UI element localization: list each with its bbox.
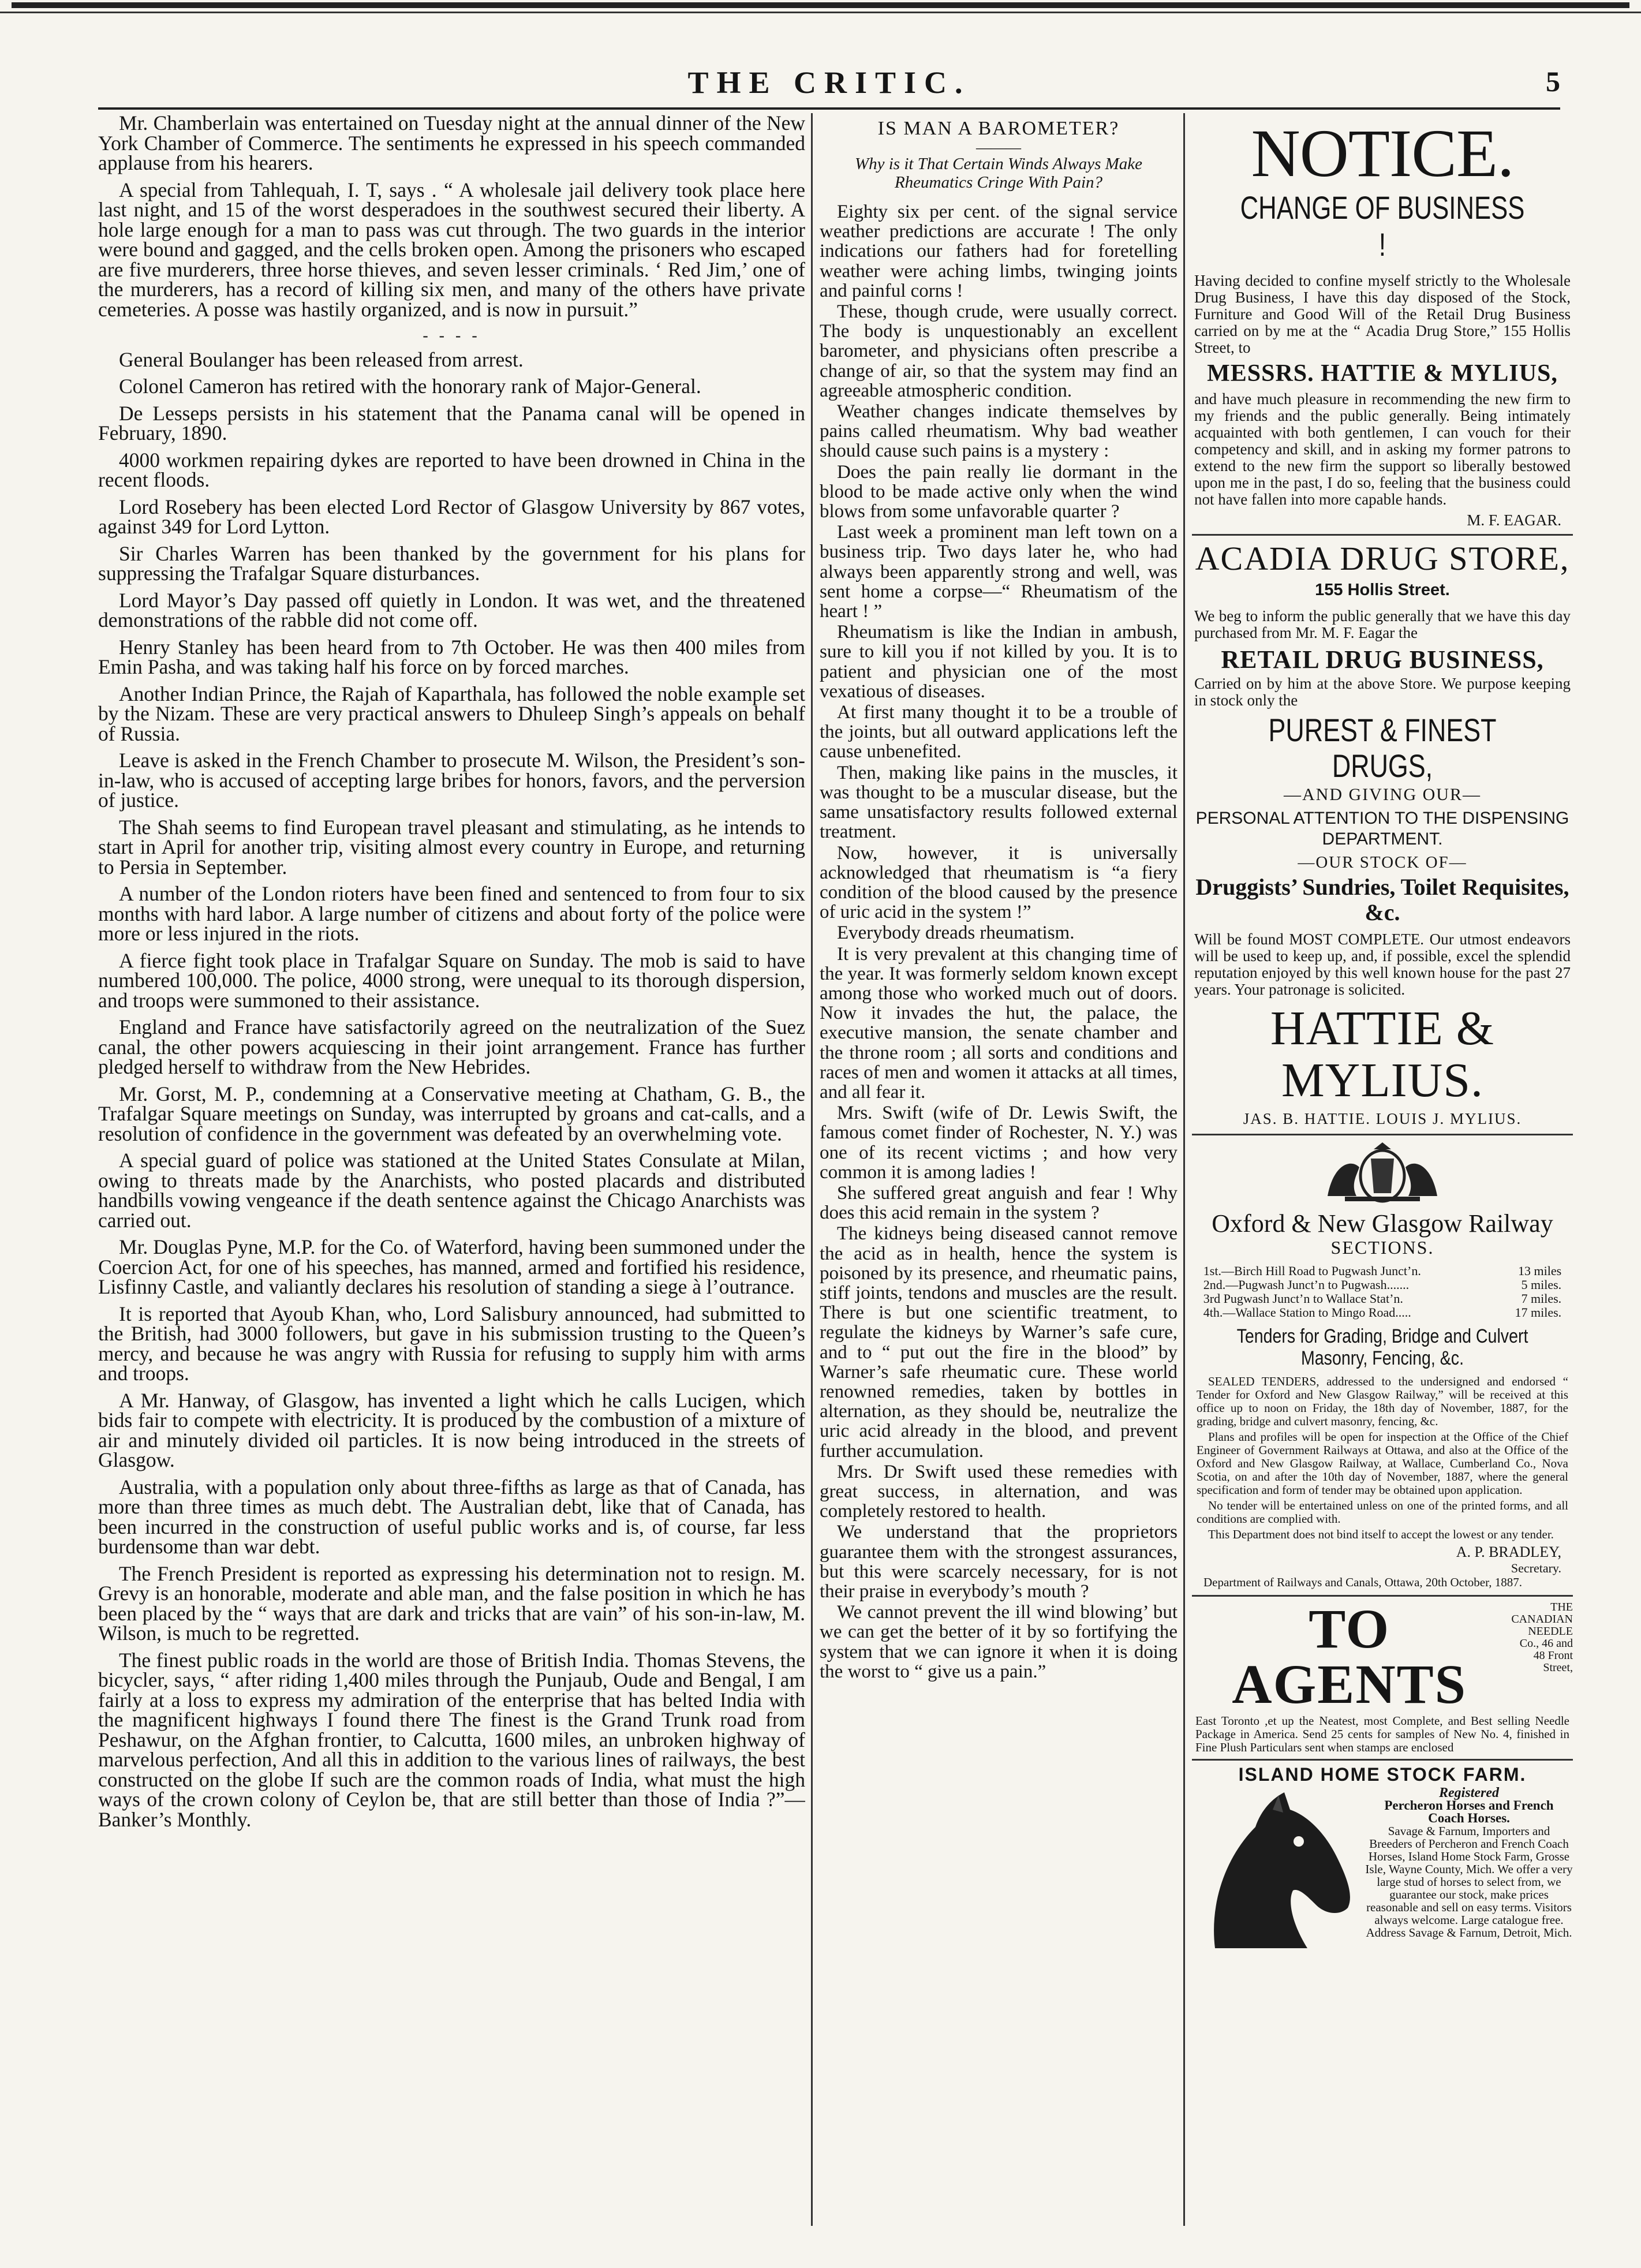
article-paragraph: We understand that the proprietors guarantee them with the strongest assurances, but this were scarcely necessary, for is not their praise in everybody’s mouth ?: [820, 1522, 1178, 1602]
news-item: A special from Tahlequah, I. T, says . “ A wholesale jail delivery took place here last night, and 15 of the worst desperadoes in the southwest secured their liberty. A hole large enough for a man to pass was cut through. The two guards in the interior were bound and gagged, and the cells broken open. Among the prisoners who escaped are five murderers, three horse thieves, and seven lesser criminals. ‘ Red Jim,’ one of the murderers, has a record of killing six men, and many of the others have private cemeteries. A posse was hastily organized, and is now in pursuit.”: [98, 178, 805, 321]
article-paragraph: Then, making like pains in the muscles, it was thought to be a muscular disease, but the same unsatisfactory results followed external treatment.: [820, 762, 1178, 843]
tender-secretary: Secretary.: [1511, 1561, 1561, 1575]
coat-of-arms-icon: [1310, 1141, 1455, 1205]
farm-breeds: Percheron Horses and French Coach Horses.: [1384, 1798, 1554, 1825]
section-row: [1203, 1306, 1561, 1320]
farm-title: ISLAND HOME STOCK FARM.: [1192, 1759, 1573, 1785]
article-paragraph: Mrs. Swift (wife of Dr. Lewis Swift, the famous comet finder of Rochester, N. Y.) was one of its recent victims ; and how very common it is among ladies !: [820, 1103, 1178, 1183]
article-heading: IS MAN A BAROMETER?: [877, 118, 1120, 139]
tender-text: Plans and profiles will be open for inspection at the Office of the Chief Engineer of Government Railways at Ottawa, and also at the Office of the Oxford and New Glasgow Railway, at Wallace, Cumberland Co., Nova Scotia, on and after the 10th day of November, 1887, where the general specification and form of tender may be obtained upon application.: [1197, 1430, 1568, 1497]
agents-company: THE CANADIAN NEEDLE Co., 46 and 48 Front Street,: [1511, 1601, 1573, 1674]
ad-divider: [1192, 1134, 1573, 1135]
article-paragraph: It is very prevalent at this changing time of the year. It was formerly seldom known except among those who worked much out of doors. Now it invades the hut, the palace, the executive mansion, the senate chamber and the throne room ; all sorts and conditions and races of men and women it attacks at all times, and all fear it.: [820, 943, 1178, 1103]
article-paragraph: Rheumatism is like the Indian in ambush, sure to kill you if not killed by you. It is to patient and physician one of the most vexatious of diseases.: [820, 622, 1178, 702]
section-label: 3rd Pugwash Junct’n to Wallace Stat’n.: [1203, 1291, 1403, 1306]
agents-title: TO AGENTS: [1232, 1598, 1467, 1715]
news-item: A fierce fight took place in Trafalgar Square on Sunday. The mob is said to have numbered 100,000. The police, 4000 strong, were unequal to its thorough dispersion, and troops were summoned to their assistance.: [98, 948, 805, 1012]
sections-label: SECTIONS.: [1330, 1237, 1434, 1258]
personal-attention: PERSONAL ATTENTION TO THE DISPENSING DEPARTMENT.: [1195, 809, 1569, 849]
store-intro: We beg to inform the public generally that we have this day purchased from Mr. M. F. Eagar the: [1194, 607, 1571, 641]
section-miles: 7 miles.: [1521, 1291, 1562, 1306]
news-item: England and France have satisfactorily agreed on the neutralization of the Suez canal, the other powers acquiescing in their joint arrangement. France has further pledged herself to withdraw from the New Hebrides.: [98, 1015, 805, 1078]
news-item: The French President is reported as expressing his determination not to resign. M. Grevy is an honorable, moderate and able man, and the false position in which he has been placed by the “ ways that are dark and tricks that are vain” of his son-in-law, M. Wilson, is much to be regretted.: [98, 1561, 805, 1645]
column-divider: [811, 113, 813, 2226]
firm-name: HATTIE & MYLIUS.: [1270, 1002, 1495, 1107]
article-paragraph: Now, however, it is universally acknowledged that rheumatism is “a fiery condition of the blood caused by the presence of uric acid in the system !”: [820, 842, 1178, 923]
notice-title: NOTICE.: [1251, 115, 1514, 191]
news-item: Sir Charles Warren has been thanked by the government for his plans for suppressing the Trafalgar Square disturbances.: [98, 541, 805, 585]
farm-body: Savage & Farnum, Importers and Breeders of Percheron and French Coach Horses, Island Home Stock Farm, Grosse Isle, Wayne County, Mich. We offer a very large stud of horses to select from, we guarantee our stock, make prices reasonable and sell on easy terms. Visitors always welcome. Large catalogue free. Address Savage & Farnum, Detroit, Mich.: [1365, 1824, 1573, 1940]
notice-firm: MESSRS. HATTIE & MYLIUS,: [1207, 360, 1558, 387]
article-paragraph: The kidneys being diseased cannot remove the acid as in health, hence the system is poisoned by its presence, and rheumatic pains, stiff joints, tendons and muscles are the result. There is but one scientific treatment, to regulate the kidneys by Warner’s safe cure, and to “ put out the fire in the blood” by Warner’s safe rheumatic cure. These world renowned remedies, taken by bottles in alternation, as they should be, neutralize the uric acid already in the blood, and prevent further accumulation.: [820, 1223, 1178, 1462]
giving-line: —AND GIVING OUR—: [1284, 785, 1481, 804]
news-item: A special guard of police was stationed at the United States Consulate at Milan, owing to threats made by the Anarchists, who posted placards and distributed handbills vowing vengeance if the death sentence against the Chicago Anarchists was carried out.: [98, 1149, 805, 1232]
news-item: Mr. Douglas Pyne, M.P. for the Co. of Waterford, having been summoned under the Coercion Act, for one of his speeches, has manned, armed and fortified his residence, Lisfinny Castle, and valiantly declares his resolution of standing a siege à l’outrance.: [98, 1235, 805, 1298]
tenders-heading: Tenders for Grading, Bridge and Culvert Masonry, Fencing, &c.: [1236, 1325, 1528, 1369]
article-paragraph: Eighty six per cent. of the signal service weather predictions are accurate ! The only indications our fathers had for foretelling weather were aching limbs, twinging joints and painful corns !: [820, 201, 1178, 301]
notice-body-2: and have much pleasure in recommending the new firm to my friends and the public generally. Being intimately acquainted with both gentlemen, I can vouch for their competency and skill, and in asking my former patrons to extend to the new firm the support so liberally bestowed upon me in the past, I do so, feeling that the business could not have fallen into more capable hands.: [1194, 390, 1571, 508]
store-address: 155 Hollis Street.: [1315, 581, 1450, 599]
section-label: 2nd.—Pugwash Junct’n to Pugwash.......: [1203, 1277, 1410, 1292]
section-label: 4th.—Wallace Station to Mingo Road.....: [1203, 1305, 1411, 1320]
notice-ad: [1192, 115, 1573, 529]
top-border-rule-thin: [0, 12, 1641, 13]
barometer-article-column: [820, 113, 1178, 2249]
stock-farm-ad: [1192, 1759, 1573, 1954]
tender-text: SEALED TENDERS, addressed to the undersigned and endorsed “ Tender for Oxford and New Glasgow Railway,” will be received at this office up to noon on Friday, the 18th day of November, 1887, for the grading, bridge and culvert masonry, fencing, &c.: [1197, 1374, 1568, 1428]
article-subheading: Why is it That Certain Winds Always Make Rheumatics Cringe With Pain?: [854, 155, 1143, 192]
tender-department: Department of Railways and Canals, Ottawa, 20th October, 1887.: [1203, 1575, 1523, 1589]
railway-title: Oxford & New Glasgow Railway: [1212, 1209, 1553, 1238]
news-item: Australia, with a population only about three-fifths as large as that of Canada, has more than three times as much debt. The Australian debt, like that of Canada, has been incurred in the construction of useful public works and is, of course, far less burdensome than war debt.: [98, 1475, 805, 1558]
railway-tender-ad: [1192, 1141, 1573, 1589]
top-border-rule: [12, 2, 1629, 8]
article-paragraph: Weather changes indicate themselves by pains called rheumatism. Why bad weather should cause such pains is a mystery :: [820, 401, 1178, 462]
news-item: 4000 workmen repairing dykes are reported to have been drowned in China in the recent floods.: [98, 448, 805, 491]
tender-signature: A. P. BRADLEY,: [1456, 1544, 1561, 1560]
news-briefs-column: [98, 113, 805, 2249]
page-number: 5: [1546, 65, 1560, 98]
article-paragraph: We cannot prevent the ill wind blowing’ but we can get the better of it by so fortifying the system that we can ignore it when it is doing the worst to “ give us a pain.”: [820, 1602, 1178, 1682]
separator: - - - -: [423, 327, 481, 345]
news-item: Lord Rosebery has been elected Lord Rector of Glasgow University by 867 votes, against 349 for Lord Lytton.: [98, 495, 805, 538]
section-row: [1203, 1278, 1561, 1292]
horse-head-icon: [1192, 1787, 1365, 1954]
newspaper-title: THE CRITIC.: [687, 65, 971, 100]
news-item: A number of the London rioters have been fined and sentenced to from four to six months with hard labor. A large number of citizens and about forty of the police were more or less injured in the riots.: [98, 882, 805, 945]
news-item: De Lesseps persists in his statement that the Panama canal will be opened in February, 1890.: [98, 401, 805, 444]
partner-names: JAS. B. HATTIE. LOUIS J. MYLIUS.: [1243, 1110, 1522, 1127]
news-item: It is reported that Ayoub Khan, who, Lord Salisbury announced, had submitted to the British, had 3000 followers, but gave in his submission trusting to the Queen’s mercy, and because he was angry with Russia for refusing to supply him with arms and troops.: [98, 1302, 805, 1385]
store-closing: Will be found MOST COMPLETE. Our utmost endeavors will be used to keep up, and, if possible, excel the splendid reputation enjoyed by this well known house for the past 27 years. Your patronage is solicited.: [1194, 931, 1571, 998]
news-item: General Boulanger has been released from arrest.: [119, 348, 524, 371]
farm-registered: Registered: [1439, 1785, 1499, 1800]
news-item: Another Indian Prince, the Rajah of Kaparthala, has followed the noble example set by the Nizam. These are very practical answers to Dhuleep Singh’s appeals on behalf of Russia.: [98, 682, 805, 745]
notice-subtitle: CHANGE OF BUSINESS !: [1240, 189, 1525, 263]
news-item: Lord Mayor’s Day passed off quietly in London. It was wet, and the threatened demonstrations of the rabble did not come off.: [98, 588, 805, 632]
section-label: 1st.—Birch Hill Road to Pugwash Junct’n.: [1203, 1264, 1421, 1278]
masthead-rule: [98, 107, 1560, 110]
article-paragraph: Does the pain really lie dormant in the blood to be made active only when the wind blows from some unfavorable quarter ?: [820, 461, 1178, 522]
section-miles: 13 miles: [1518, 1264, 1562, 1278]
store-name: ACADIA DRUG STORE,: [1195, 540, 1570, 577]
tender-text: No tender will be entertained unless on one of the printed forms, and all conditions are complied with.: [1197, 1499, 1568, 1526]
sundries-heading: Druggists’ Sundries, Toilet Requisites, &c.: [1195, 874, 1569, 925]
news-item: Henry Stanley has been heard from to 7th October. He was then 400 miles from Emin Pasha, and was taking half his force on by forced marches.: [98, 635, 805, 678]
column-divider: [1183, 113, 1185, 2226]
article-paragraph: Mrs. Dr Swift used these remedies with great success, in alternation, and was completely restored to health.: [820, 1461, 1178, 1522]
notice-signature: M. F. EAGAR.: [1467, 511, 1561, 529]
article-paragraph: Last week a prominent man left town on a business trip. Two days later he, who had always been apparently strong and well, was sent home a corpse—“ Rheumatism of the heart ! ”: [820, 522, 1178, 622]
article-paragraph: She suffered great anguish and fear ! Why does this acid remain in the system ?: [820, 1182, 1178, 1224]
article-paragraph: Everybody dreads rheumatism.: [837, 922, 1075, 944]
news-item: A Mr. Hanway, of Glasgow, has invented a light which he calls Lucigen, which bids fair to compete with electricity. It is produced by the combustion of a mixture of air and minutely divided oil particles. It is now being introduced in the streets of Glasgow.: [98, 1388, 805, 1471]
notice-body: Having decided to confine myself strictly to the Wholesale Drug Business, I have this day disposed of the Stock, Furniture and Good Will of the Retail Drug Business carried on by me at the “ Acadia Drug Store,” 155 Hollis Street, to: [1194, 272, 1571, 356]
news-item: Mr. Chamberlain was entertained on Tuesday night at the annual dinner of the New York Chamber of Commerce. The sentiments he expressed in his speech commanded applause from his hearers.: [98, 113, 805, 174]
news-item: The Shah seems to find European travel pleasant and stimulating, as he intends to start in April for another trip, visiting almost every country in Europe, and returning to Persia in September.: [98, 815, 805, 879]
news-item: Leave is asked in the French Chamber to prosecute M. Wilson, the President’s son-in-law, who is accused of accepting large bribes for honors, favors, and the perversion of justice.: [98, 749, 805, 812]
ad-divider: [1192, 534, 1573, 536]
retail-heading: RETAIL DRUG BUSINESS,: [1221, 645, 1544, 674]
section-row: [1203, 1264, 1561, 1278]
section-miles: 17 miles.: [1515, 1305, 1562, 1320]
heading-dash: ———: [976, 139, 1021, 156]
section-row: [1203, 1292, 1561, 1306]
masthead: [98, 65, 1560, 105]
advertisements-column: [1192, 113, 1573, 2249]
tender-text: This Department does not bind itself to accept the lowest or any tender.: [1208, 1527, 1554, 1541]
news-item: Mr. Gorst, M. P., condemning at a Conservative meeting at Chatham, G. B., the Trafalgar Square meetings on Sunday, was interrupted by groans and cat-calls, and a resolution of confidence in the government was defeated by an overwhelming vote.: [98, 1082, 805, 1145]
agents-body: East Toronto ,et up the Neatest, most Complete, and Best selling Needle Package in America. Send 25 cents for samples of New No. 4, finished in Fine Plush Particulars sent when stamps are enclosed: [1195, 1714, 1569, 1754]
purest-heading: PUREST & FINEST DRUGS,: [1268, 712, 1497, 784]
news-item: Colonel Cameron has retired with the honorary rank of Major-General.: [119, 375, 701, 398]
news-item: The finest public roads in the world are those of British India. Thomas Stevens, the bicycler, says, “ after riding 1,400 miles through the Punjaub, Oude and Bengal, I am fairly at a loss to express my admiration of the enterprise that has belted India with the magnificent highways I found there The finest is the Grand Trunk road from Peshawur, on the Afghan frontier, to Calcutta, 1600 miles, an unbroken highway of marvelous perfection, And all this in addition to the various lines of railways, the best constructed on the globe If such are the common roads of India, what must the high ways of the crown colony of Ceylon be, that are still better than those of India ?”—Banker’s Monthly.: [98, 1648, 805, 1831]
our-stock-line: —OUR STOCK OF—: [1298, 853, 1467, 872]
section-miles: 5 miles.: [1521, 1277, 1562, 1292]
agents-ad: [1192, 1595, 1573, 1754]
article-paragraph: At first many thought it to be a trouble of the joints, but all outward applications left the cause unbenefited.: [820, 702, 1178, 763]
store-carried: Carried on by him at the above Store. We purpose keeping in stock only the: [1194, 675, 1571, 709]
sections-table: [1203, 1264, 1561, 1320]
acadia-drug-store-ad: [1192, 540, 1573, 1128]
article-paragraph: These, though crude, were usually correct. The body is unquestionably an excellent barometer, and physicians often prescribe a change of air, so that the system may find an agreeable atmospheric condition.: [820, 301, 1178, 401]
